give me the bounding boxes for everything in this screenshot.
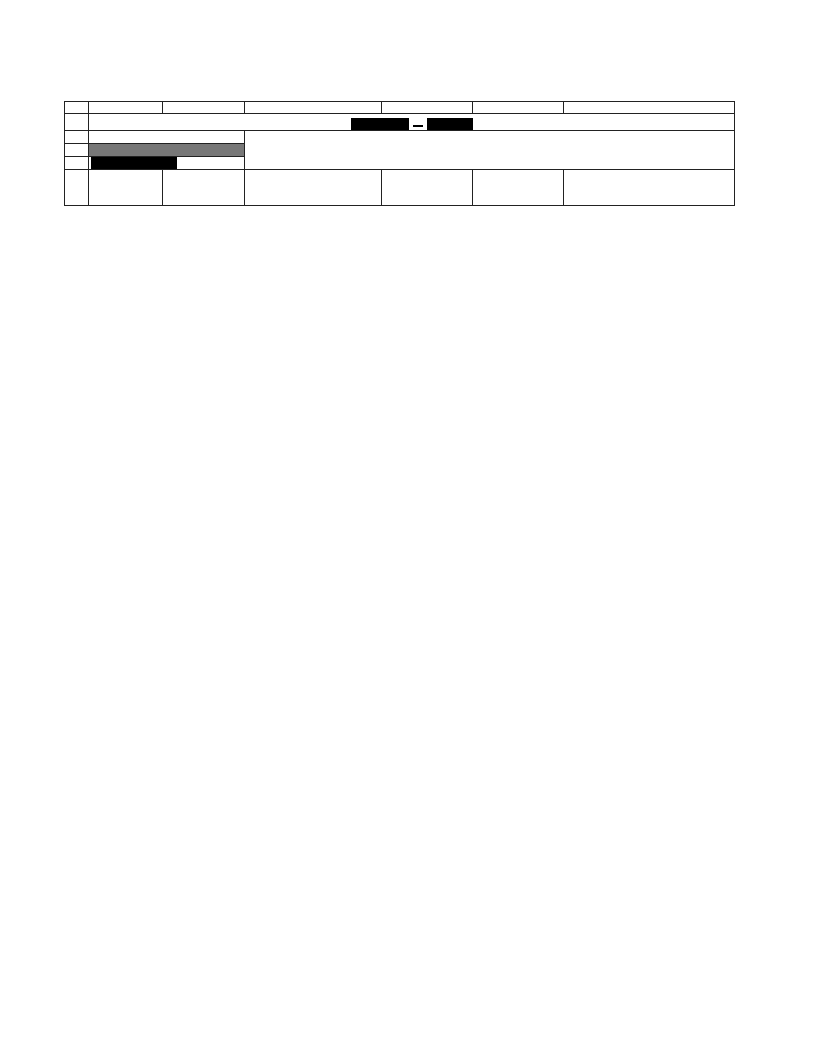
row-number (65, 157, 89, 170)
col-letter-d (382, 102, 473, 114)
call-log-table (64, 101, 735, 206)
col-letter-f (564, 102, 735, 114)
title-row (65, 114, 735, 131)
row-number (65, 144, 89, 157)
redaction (351, 118, 409, 130)
legend-epstein-in-town (89, 131, 245, 144)
col-letter-e (473, 102, 564, 114)
header-event (245, 170, 382, 206)
header-info (564, 170, 735, 206)
row-number (65, 170, 89, 206)
col-letter-a (89, 102, 163, 114)
header-time (163, 170, 245, 206)
column-letters (65, 102, 735, 114)
title-cell (89, 114, 735, 131)
header-to (473, 170, 564, 206)
col-letter-b (163, 102, 245, 114)
legend-italics (89, 157, 245, 170)
legend-row (65, 131, 735, 144)
header-row (65, 170, 735, 206)
dob-label (413, 125, 423, 127)
legend-first-call (89, 144, 245, 157)
redaction (427, 118, 473, 130)
header-date (89, 170, 163, 206)
col-letter-c (245, 102, 382, 114)
row-number (65, 131, 89, 144)
redaction (91, 157, 177, 169)
row-number (65, 114, 89, 131)
header-from (382, 170, 473, 206)
spreadsheet (64, 101, 734, 206)
corner-cell (65, 102, 89, 114)
legend-blank (245, 131, 735, 170)
